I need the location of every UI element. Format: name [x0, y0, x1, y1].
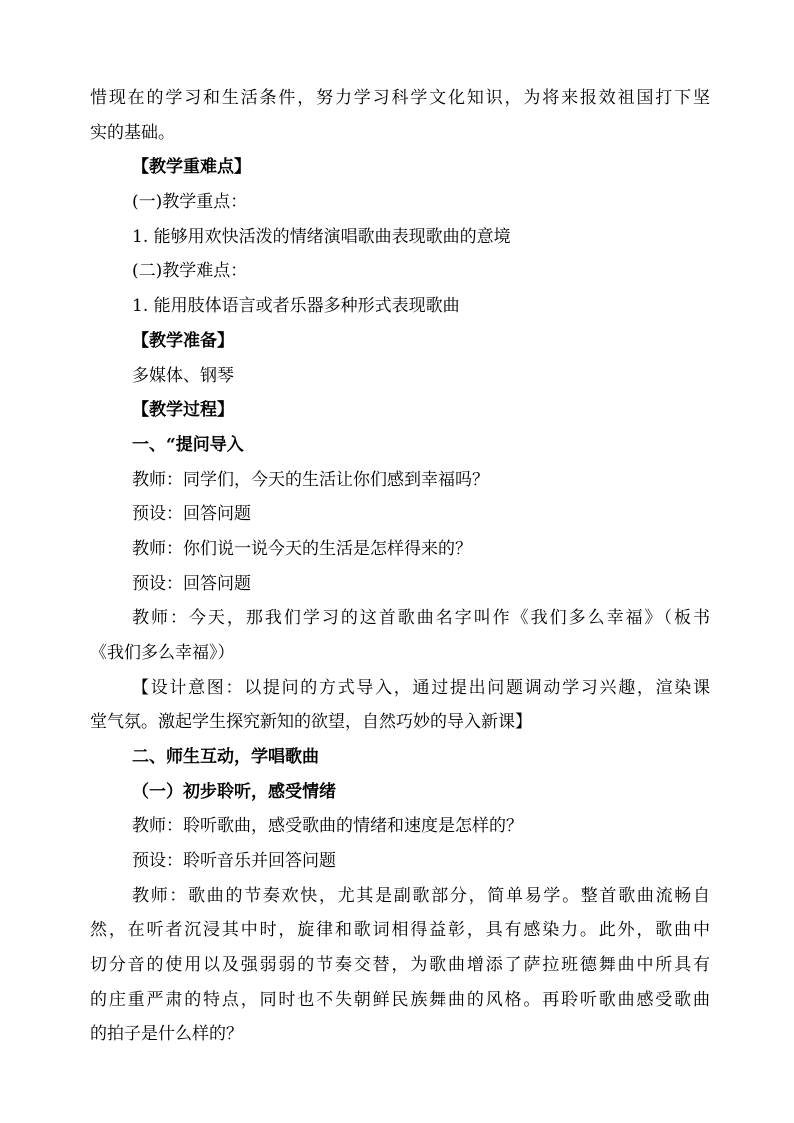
subheading-difficulty: (二)教学难点：	[132, 261, 248, 281]
paragraph-line: 然，在听者沉浸其中时，旋律和歌词相得益彰，具有感染力。此外，歌曲中	[90, 920, 710, 940]
paragraph-line: 教师：歌曲的节奏欢快，尤其是副歌部分，简单易学。整首歌曲流畅自	[132, 886, 710, 906]
design-intent-line: 堂气氛。激起学生探究新知的欲望，自然巧妙的导入新课】	[90, 712, 532, 732]
subheading-first-listen: （一）初步聆听，感受情绪	[132, 782, 336, 802]
step-heading-intro: 一、“提问导入	[132, 435, 244, 455]
section-heading-key-points: 【教学重难点】	[132, 157, 251, 177]
section-heading-process: 【教学过程】	[132, 400, 234, 420]
section-heading-preparation: 【教学准备】	[132, 331, 234, 351]
list-item: 1. 能够用欢快活泼的情绪演唱歌曲表现歌曲的意境	[132, 227, 511, 247]
dialogue-line: 教师：你们说一说今天的生活是怎样得来的？	[132, 539, 472, 559]
dialogue-line: 教师：聆听歌曲，感受歌曲的情绪和速度是怎样的？	[132, 816, 523, 836]
paragraph-line: 的拍子是什么样的？	[90, 1024, 243, 1044]
dialogue-line: 《我们多么幸福》）	[90, 643, 235, 663]
paragraph-line: 实的基础。	[90, 123, 175, 143]
dialogue-line: 教师：今天，那我们学习的这首歌曲名字叫作《我们多么幸福》（板书	[132, 608, 710, 628]
step-heading-interaction: 二、师生互动，学唱歌曲	[132, 747, 319, 767]
dialogue-line: 预设：聆听音乐并回答问题	[132, 851, 336, 871]
paragraph-line: 多媒体、钢琴	[132, 366, 234, 386]
dialogue-line: 教师：同学们，今天的生活让你们感到幸福吗？	[132, 470, 489, 490]
list-item: 1. 能用肢体语言或者乐器多种形式表现歌曲	[132, 296, 460, 316]
paragraph-line: 切分音的使用以及强弱弱的节奏交替，为歌曲增添了萨拉班德舞曲中所具有	[90, 955, 710, 975]
paragraph-line: 惜现在的学习和生活条件，努力学习科学文化知识，为将来报效祖国打下坚	[90, 88, 710, 108]
dialogue-line: 预设：回答问题	[132, 574, 251, 594]
dialogue-line: 预设：回答问题	[132, 504, 251, 524]
paragraph-line: 的庄重严肃的特点，同时也不失朝鲜民族舞曲的风格。再聆听歌曲感受歌曲	[90, 990, 710, 1010]
subheading-focus: (一)教学重点：	[132, 192, 248, 212]
design-intent-line: 【设计意图：以提问的方式导入，通过提出问题调动学习兴趣，渲染课	[132, 678, 710, 698]
